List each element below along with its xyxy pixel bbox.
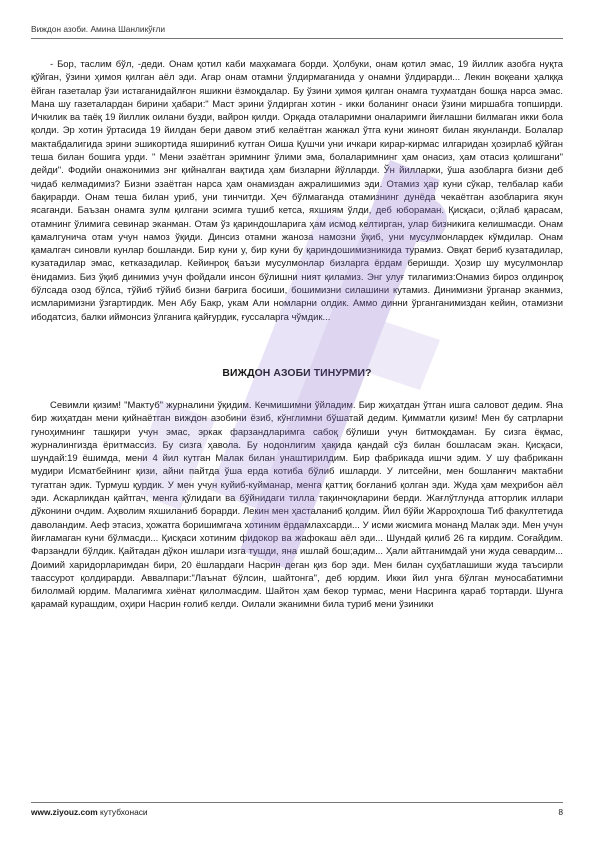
footer-suffix: кутубхонаси bbox=[97, 807, 148, 817]
footer-site-link[interactable]: www.ziyouz.com bbox=[31, 807, 98, 817]
paragraph-1: - Бор, таслим бўл, -деди. Онам қотил каби маҳкамага борди. Ҳолбуки, онам қотил эмас, 19 йиллик азобга нуқта қўйган, ўзини ҳимоя қилган аёл эди. Агар онам отамни ўлдирмаганида у онамни ўлдирарди... Лекин воқеани ҳалққа ёйган газеталар ўзи истаганидайлғон яшикни ёзмоқдалар. Бу ўзини ҳимоя қилган онамга туҳматдан бошқа нарса эмас. Мана шу газеталардан бирини ҳабари:" Маст эрини ўлдирган хотин - икки боланинг онаси ўзини миршабга топширди. Ичкилик ва таёқ 19 йиллик оилани бузди, вайрон қилди. Орқада оталаримни оналаримги йиғлашни билмаган икки бола қолди. Эр хотин ўртасида 19 йилдан бери давом этиб келаётган жанжал ўтга куни жиноят билан якунланди. Болалар мактабдалигида эрини эшикортида яшириниб кутган Оиша Қушчи уни ичкари кирар-кирмас илгаридан ҳозирлаб қўйган теша билан бошига урди. " Мени эзаётган эримнинг ўлими эма, болаларимнинг ҳам онасиз, ҳам отасиз қолишгани" дейди". Фодийи онажонимиз энг қийналган вақтида ҳам бизларни йўлларди. Ўн йилларки, ўша азобларга бизни деб чидаб келмадимиз? Бизни эзаётган нарса ҳам онамиздан ажралишимиз эди. Отамиз ҳар куни сўкар, телбалар каби бақирарди. Онам теша билан уриб, уни тинчитди. Ҳеч бўлмаганда отамизнинг дунёда чекаётган азобларига якун ясаганди. Баъзан онамга зулм қилгани эсимга тушиб кетса, яхшиям ўлди, деб юбораман. Қисқаси, о;йлаб қарасам, отамнинг ўлимига севинар эканман. Отам ўз қариндошларига ҳам исмод келтирган, улар бизникига келишмасди. Онам қамалгунича отам учун намоз ўқиди. Динсиз отамни жаноза намозни ўқиб, уни мусулмонлардек кўмдилар. Онам қамалгач синовли кунлар бошланди. Бир куни у, бир куни бу қариндошимизникида турамиз. Овқат бериб кузатадилар, кузатадилар эмас, кетказадилар. Кейинроқ баъзи мусулмонлар бизларга ёрдам беришди. Ҳозир шу мусулмонлар ёнидамиз. Биз ўқиб динимиз учун фойдали инсон бўлишни ният қиламиз. Энг улуғ тилагимиз:Онамиз бироз олдинроқ бўлсада озод бўлса, тўйиб тўйиб бизни бағрига босиши, бошимизни силашини кутамиз. Динимизни ўрганар эканмиз, исмларимизни ўзгартирдик. Мен Абу Бакр, укам Али номларни олдик. Аммо динни ўрганганимиздан кейин, отамизни ибодатсиз, балки иймонсиз ўлганига қайғурдик, ғуссаларга чўмдик... bbox=[31, 59, 563, 323]
section-heading: ВИЖДОН АЗОБИ ТИНУРМИ? bbox=[222, 368, 372, 379]
paragraph-2: Севимли қизим! "Мактуб" журналини ўқидим. Кечмишимни ўйладим. Бир жиҳатдан ўтган ишга саловот дедим. Яна бир жиҳатдан мени қийнаётган виждон азобини ёзиб, кўнглимни бўшатай дедим. Қимматли қизим! Мен бу сатрларни гуноҳимнинг ташқири учун эмас, эркак фарзандларимга сабоқ бўлиши учун битмоқдаман. Бу сизга ёқмас, журналингизда ёритмассиз. Бу сизга ҳавола. Бу нодонлигим ҳақида қандай сўз билан бошласам экан. Қисқаси, шундай:19 ёшимда, мени 4 йил кутган Малак билан унаштирилдим. Бир фабрикада ишчи эдим. У шу фабриканн мудири Исматбейнинг қизи, айни пайтда ўша ерда котиба бўлиб ишларди. У литсейни, мен бошланғич мактабни тугатган эдик. Турмуш қурдик. У мен учун куйиб-куйманар, менга қаттиқ боғланиб қолган эди. Жуда ҳам меҳрибон аёл эди. Аскарликдан қайтгач, менга қўлидаги ва бўйнидаги тилла тақинчоқларини берди. Жағлўтлунда атторлик иллари дўконини очдим. Аҳволим яхшиланиб борарди. Лекин мен ҳасталаниб қолдим. Йил бўйи Жарроҳпоша Тиб факултетида даволандим. Аеф этасиз, ҳожатга боришимгача хотиним ёрдамлахсарди... У исми жисмига монанд Малак эди. Мен учун йиғламаган куни бўлмасди... Қисқаси хотиним фидокор ва жафокаш аёл эди... Шундай қилиб 26 га кирдим. Соғайдим. Фарзандли бўлдик. Қайтадан дўкон ишлари изга тушди, яна ишлай бош;адим... Ҳали айтганимдай уни жуда севардим... Доимий харидорларимдан бири, 20 ёшлардаги Насрин деган қиз бор эди. Мен билан суҳбатлашиши жуда таъсирли таассурот қолдирарди. Аввалпари:"Лаънат бўлсин, шайтонга", деб юрдим. Икки йил унга бўлган муносабатимни билолмай юрдим. Малагимга хиёнат қилолмасдим. Шайтон ҳам бекор турмас, мени Насринга қараб тортарди. Шунга қарамай курашдим, оҳири Насрин ғолиб келди. Оилали эканимни била туриб мени ўзиники bbox=[31, 400, 563, 611]
page-footer bbox=[31, 802, 563, 817]
running-header bbox=[31, 24, 563, 39]
page-number: 8 bbox=[558, 807, 563, 817]
running-title: Виждон азоби. Амина Шанликўғли bbox=[31, 24, 166, 34]
footer-source bbox=[31, 807, 148, 817]
